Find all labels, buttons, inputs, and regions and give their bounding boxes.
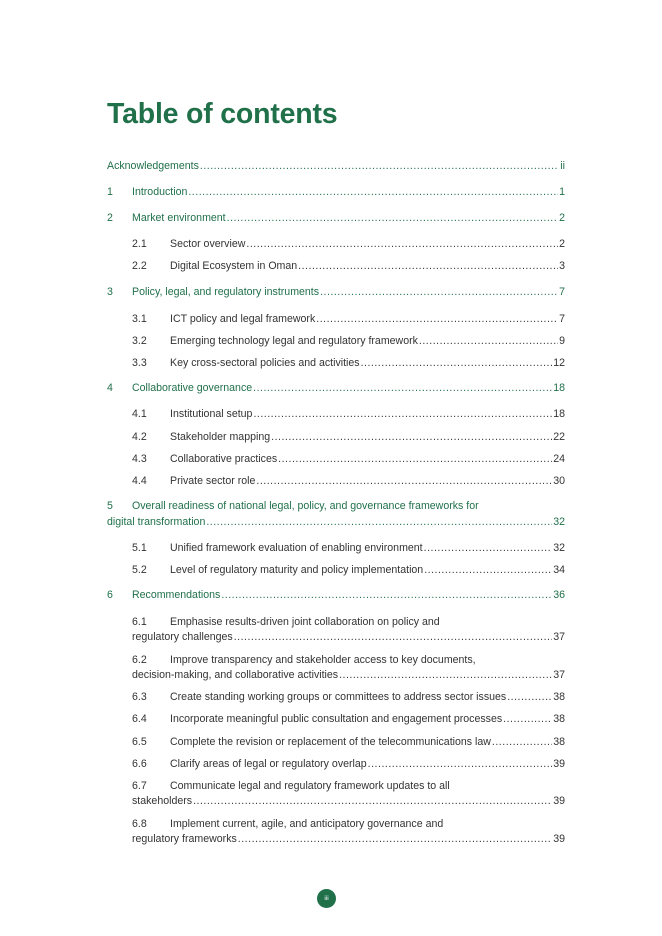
- toc-entry-recommendations[interactable]: [107, 588, 565, 603]
- dot-leader: [424, 563, 552, 578]
- toc-section-number: 4.1: [132, 408, 147, 420]
- toc-page-number: 1: [559, 186, 565, 198]
- toc-section-number: 6.6: [132, 758, 147, 770]
- toc-section-number: 6.4: [132, 713, 147, 725]
- toc-entry-market-environment[interactable]: [107, 211, 565, 226]
- dot-leader: [206, 515, 552, 530]
- toc-entry-text: Digital Ecosystem in Oman: [170, 260, 298, 272]
- toc-section-number: 1: [107, 186, 113, 198]
- toc-entry-text: Institutional setup: [170, 408, 253, 420]
- toc-entry-text: Private sector role: [170, 475, 256, 487]
- dot-leader: [271, 430, 552, 445]
- toc-entry-text: Communicate legal and regulatory framework updates to all: [170, 780, 450, 792]
- dot-leader: [227, 211, 558, 226]
- toc-page-number: 34: [553, 564, 565, 576]
- toc-entry-text: Collaborative practices: [170, 453, 278, 465]
- toc-page-number: 18: [553, 382, 565, 394]
- toc-page-number: 18: [553, 408, 565, 420]
- toc-section-number: 4: [107, 382, 113, 394]
- toc-page-number: 32: [553, 516, 565, 528]
- toc-entry-public-consultation[interactable]: [107, 712, 565, 727]
- toc-page-number: 22: [553, 431, 565, 443]
- dot-leader: [238, 832, 552, 847]
- toc-entry-text: Collaborative governance: [132, 382, 253, 394]
- toc-entry-text-continued: decision-making, and collaborative activities: [132, 669, 339, 681]
- toc-entry-text: Level of regulatory maturity and policy implementation: [170, 564, 424, 576]
- toc-section-number: 6.2: [132, 654, 147, 666]
- toc-section-number: 2.2: [132, 260, 147, 272]
- toc-page-number: 32: [553, 542, 565, 554]
- dot-leader: [503, 712, 552, 727]
- toc-page-number: 2: [559, 212, 565, 224]
- dot-leader: [253, 381, 552, 396]
- toc-section-number: 4.2: [132, 431, 147, 443]
- toc-section-number: 5: [107, 500, 113, 512]
- toc-entry-text: Introduction: [132, 186, 188, 198]
- dot-leader: [424, 541, 553, 556]
- toc-page-number: 37: [553, 669, 565, 681]
- dot-leader: [320, 285, 558, 300]
- dot-leader: [298, 259, 558, 274]
- toc-page-number: ii: [560, 160, 565, 172]
- toc-section-number: 6.8: [132, 818, 147, 830]
- toc-page-number: 9: [559, 335, 565, 347]
- dot-leader: [246, 237, 558, 252]
- toc-page-number: 39: [553, 833, 565, 845]
- toc-page-number: 12: [553, 357, 565, 369]
- dot-leader: [368, 757, 553, 772]
- dot-leader: [492, 735, 552, 750]
- toc-entry-text: Policy, legal, and regulatory instruments: [132, 286, 320, 298]
- dot-leader: [253, 407, 552, 422]
- toc-entry-unified-framework[interactable]: [107, 541, 565, 556]
- dot-leader: [193, 794, 552, 809]
- toc-entry-text-continued: stakeholders: [132, 795, 193, 807]
- toc-entry-legal-overlap[interactable]: [107, 757, 565, 772]
- toc-entry-text: Improve transparency and stakeholder access to key documents,: [170, 654, 476, 666]
- toc-entry-regulatory-maturity[interactable]: [107, 563, 565, 578]
- dot-leader: [419, 334, 558, 349]
- toc-entry-introduction[interactable]: [107, 185, 565, 200]
- toc-section-number: 3.3: [132, 357, 147, 369]
- toc-page-number: 38: [553, 691, 565, 703]
- toc-page-number: 30: [553, 475, 565, 487]
- toc-section-number: 3: [107, 286, 113, 298]
- dot-leader: [507, 690, 552, 705]
- toc-section-number: 4.4: [132, 475, 147, 487]
- toc-entry-cross-sectoral[interactable]: [107, 356, 565, 371]
- toc-entry-private-sector-role[interactable]: [107, 474, 565, 489]
- toc-entry-text-continued: regulatory frameworks: [132, 833, 237, 845]
- toc-entry-text: Complete the revision or replacement of the telecommunications law: [170, 736, 491, 748]
- dot-leader: [256, 474, 552, 489]
- toc-entry-communicate-updates[interactable]: [107, 779, 565, 809]
- toc-section-number: 6.3: [132, 691, 147, 703]
- toc-entry-stakeholder-mapping[interactable]: [107, 430, 565, 445]
- toc-entry-text: Key cross-sectoral policies and activities: [170, 357, 360, 369]
- page-number-badge: iii: [317, 889, 336, 908]
- toc-entry-text: ICT policy and legal framework: [170, 313, 316, 325]
- toc-section-number: 3.2: [132, 335, 147, 347]
- toc-entry-text-continued: regulatory challenges: [132, 631, 233, 643]
- toc-entry-text-continued: digital transformation: [107, 516, 206, 528]
- toc-entry-institutional-setup[interactable]: [107, 407, 565, 422]
- dot-leader: [200, 159, 559, 174]
- toc-entry-text: Acknowledgements: [107, 160, 199, 172]
- toc-entry-emerging-technology[interactable]: [107, 334, 565, 349]
- toc-entry-sector-overview[interactable]: [107, 237, 565, 252]
- toc-entry-text: Market environment: [132, 212, 226, 224]
- toc-page-number: 38: [553, 713, 565, 725]
- toc-entry-policy-legal-regulatory[interactable]: [107, 285, 565, 300]
- toc-page-number: 36: [553, 589, 565, 601]
- page-title: Table of contents: [107, 98, 338, 130]
- toc-entry-telecommunications-law[interactable]: [107, 735, 565, 750]
- toc-entry-text: Emerging technology legal and regulatory framework: [170, 335, 418, 347]
- toc-page-number: 7: [559, 286, 565, 298]
- toc-section-number: 6.7: [132, 780, 147, 792]
- toc-section-number: 4.3: [132, 453, 147, 465]
- toc-page-number: 37: [553, 631, 565, 643]
- dot-leader: [361, 356, 553, 371]
- toc-entry-text: Implement current, agile, and anticipatory governance and: [170, 818, 444, 830]
- dot-leader: [234, 630, 553, 645]
- toc-entry-overall-readiness[interactable]: [107, 499, 565, 530]
- toc-entry-text: Overall readiness of national legal, policy, and governance frameworks for: [132, 500, 479, 512]
- toc-entry-digital-ecosystem[interactable]: [107, 259, 565, 274]
- toc-page-number: 39: [553, 795, 565, 807]
- toc-section-number: 2.1: [132, 238, 147, 250]
- toc-entry-text: Create standing working groups or committees to address sector issues: [170, 691, 507, 703]
- toc-page-number: 38: [553, 736, 565, 748]
- toc-entry-text: Clarify areas of legal or regulatory overlap: [170, 758, 367, 770]
- toc-page-number: 24: [553, 453, 565, 465]
- toc-entry-results-driven-collaboration[interactable]: [107, 615, 565, 645]
- toc-section-number: 2: [107, 212, 113, 224]
- toc-entry-collaborative-practices[interactable]: [107, 452, 565, 467]
- toc-page-number: 7: [559, 313, 565, 325]
- toc-entry-anticipatory-governance[interactable]: [107, 817, 565, 847]
- dot-leader: [188, 185, 558, 200]
- toc-entry-text: Sector overview: [170, 238, 246, 250]
- toc-section-number: 6: [107, 589, 113, 601]
- toc-entry-text: Emphasise results-driven joint collaboration on policy and: [170, 616, 440, 628]
- toc-entry-ict-policy[interactable]: [107, 312, 565, 327]
- toc-section-number: 6.1: [132, 616, 147, 628]
- toc-section-number: 3.1: [132, 313, 147, 325]
- toc-page-number: 2: [559, 238, 565, 250]
- dot-leader: [278, 452, 552, 467]
- toc-entry-text: Recommendations: [132, 589, 221, 601]
- toc-page-number: 39: [553, 758, 565, 770]
- dot-leader: [339, 668, 552, 683]
- dot-leader: [316, 312, 558, 327]
- toc-entry-improve-transparency[interactable]: [107, 653, 565, 683]
- toc-section-number: 6.5: [132, 736, 147, 748]
- toc-entry-collaborative-governance[interactable]: [107, 381, 565, 396]
- dot-leader: [221, 588, 552, 603]
- toc-page-number: 3: [559, 260, 565, 272]
- toc-entry-acknowledgements[interactable]: [107, 159, 565, 174]
- toc-entry-text: Incorporate meaningful public consultation and engagement processes: [170, 713, 503, 725]
- toc-section-number: 5.1: [132, 542, 147, 554]
- toc-entry-text: Stakeholder mapping: [170, 431, 271, 443]
- toc-section-number: 5.2: [132, 564, 147, 576]
- toc-entry-standing-working-groups[interactable]: [107, 690, 565, 705]
- toc-entry-text: Unified framework evaluation of enabling environment: [170, 542, 423, 554]
